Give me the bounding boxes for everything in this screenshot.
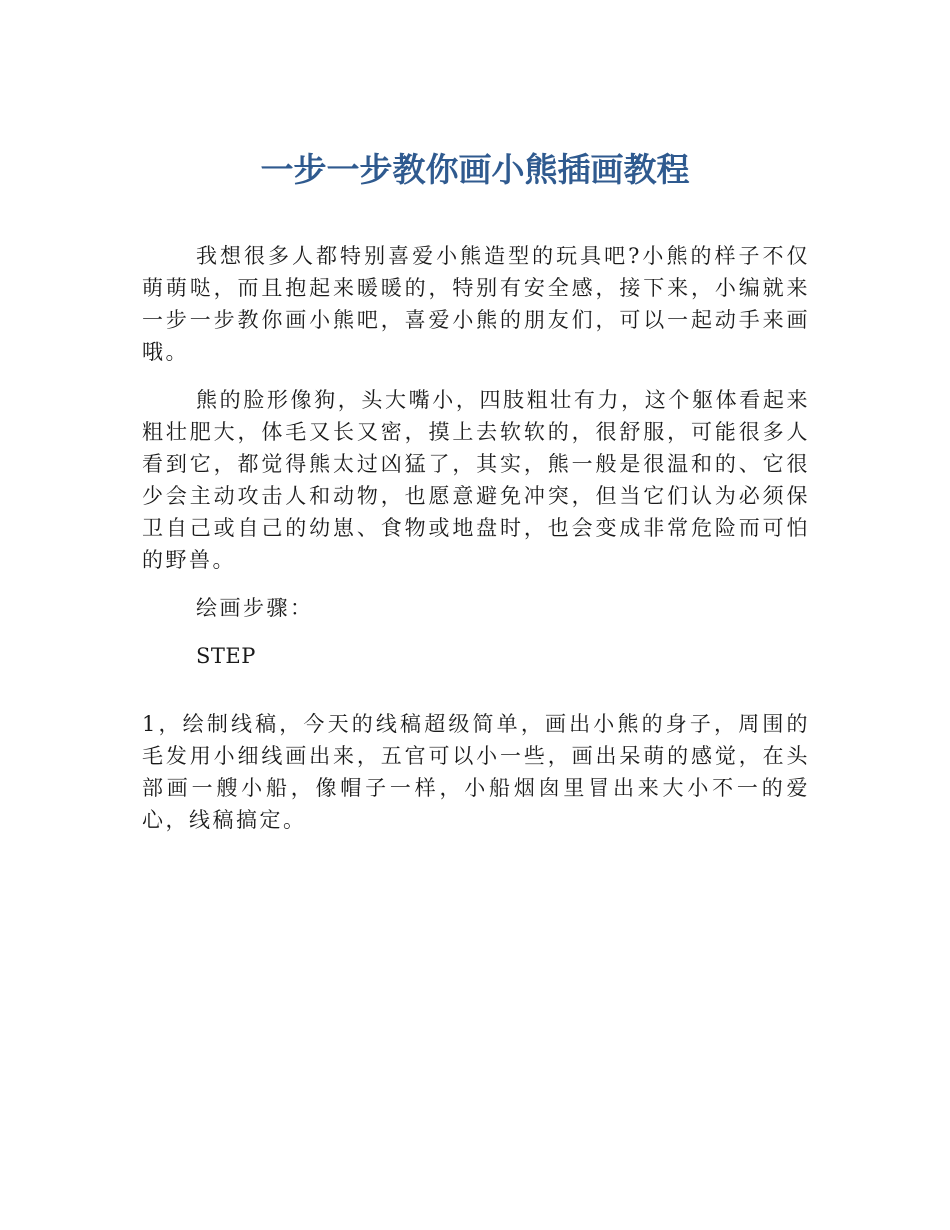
document-title: 一步一步教你画小熊插画教程 (260, 150, 690, 189)
bear-description-paragraph: 熊的脸形像狗，头大嘴小，四肢粗壮有力，这个躯体看起来粗壮肥大，体毛又长又密，摸上去软软的，很舒服，可能很多人看到它，都觉得熊太过凶猛了，其实，熊一般是很温和的、它很少会主动攻击人和动物，也愿意避免冲突，但当它们认为必须保卫自己或自己的幼崽、食物或地盘时，也会变成非常危险而可怕的野兽。 (142, 388, 810, 572)
document-body (142, 240, 810, 852)
step-1-paragraph: 1，绘制线稿，今天的线稿超级简单，画出小熊的身子，周围的毛发用小细线画出来，五官可以小一些，画出呆萌的感觉，在头部画一艘小船，像帽子一样，小船烟囱里冒出来大小不一的爱心，线稿搞定。 (142, 712, 810, 832)
steps-heading: 绘画步骤： (196, 596, 314, 620)
step-label: STEP (196, 644, 256, 668)
intro-paragraph: 我想很多人都特别喜爱小熊造型的玩具吧?小熊的样子不仅萌萌哒，而且抱起来暖暖的，特别有安全感，接下来，小编就来一步一步教你画小熊吧，喜爱小熊的朋友们，可以一起动手来画哦。 (142, 244, 810, 364)
